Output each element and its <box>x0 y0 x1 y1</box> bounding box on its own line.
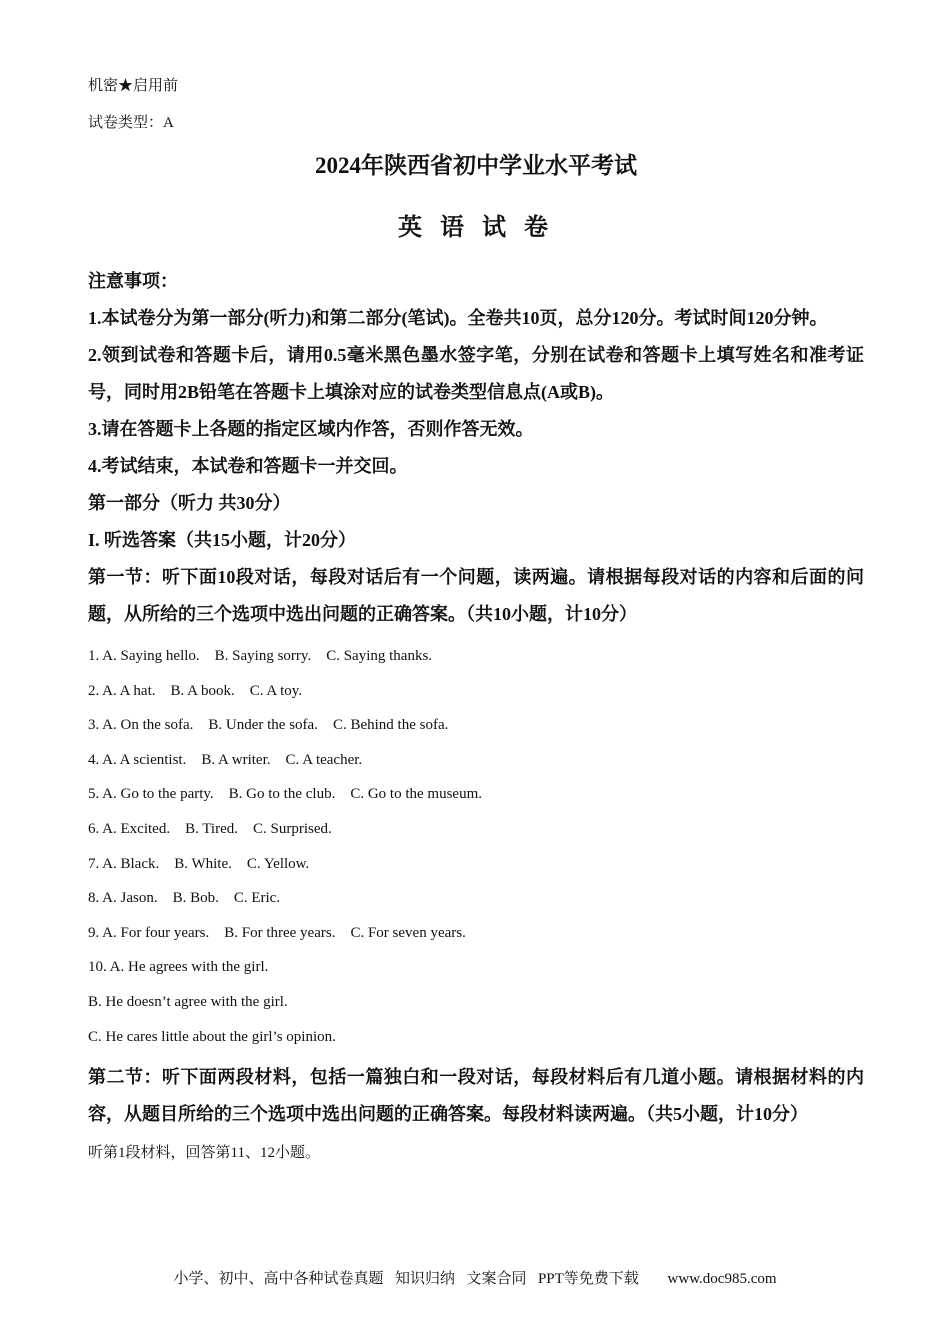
exam-subtitle: 英 语 试 卷 <box>398 215 554 241</box>
material1-prompt: 听第1段材料，回答第11、12小题。 <box>88 1144 320 1161</box>
exam-page <box>88 76 864 1163</box>
part1-heading: 第一部分（听力 共30分） <box>88 493 291 513</box>
question-line: 8. A. Jason. B. Bob. C. Eric. <box>88 890 281 907</box>
question-line: 10. A. He agrees with the girl. <box>88 959 269 976</box>
section-heading: I. 听选答案（共15小题，计20分） <box>88 530 357 550</box>
confidential-label: 机密★启用前 <box>88 78 179 94</box>
question-line: 7. A. Black. B. White. C. Yellow. <box>88 855 310 872</box>
question-line: 3. A. On the sofa. B. Under the sofa. C. Behind the sofa. <box>88 717 449 734</box>
question-line: 5. A. Go to the party. B. Go to the club. C. Go to the museum. <box>88 786 482 803</box>
question-line: 1. A. Saying hello. B. Saying sorry. C. Saying thanks. <box>88 648 433 664</box>
page-footer: 小学、初中、高中各种试卷真题 知识归纳 文案合同 PPT等免费下载 www.doc985.com <box>173 1271 777 1287</box>
question-line: B. He doesn’t agree with the girl. <box>88 993 288 1010</box>
paper-type-label: 试卷类型：A <box>88 115 174 131</box>
note-item: 1.本试卷分为第一部分(听力)和第二部分(笔试)。全卷共10页，总分120分。考试时间120分钟。 <box>88 308 828 328</box>
exam-title: 2024年陕西省初中学业水平考试 <box>315 153 637 178</box>
question-line: 2. A. A hat. B. A book. C. A toy. <box>88 682 303 699</box>
section2-instructions: 第二节：听下面两段材料，包括一篇独白和一段对话，每段材料后有几道小题。请根据材料的内容，从题目所给的三个选项中选出问题的正确答案。每段材料读两遍。（共5小题，计10分） <box>88 1066 864 1124</box>
note-item: 2.领到试卷和答题卡后，请用0.5毫米黑色墨水签字笔，分别在试卷和答题卡上填写姓名和准考证号，同时用2B铅笔在答题卡上填涂对应的试卷类型信息点(A或B)。 <box>88 345 864 402</box>
section1-instructions: 第一节：听下面10段对话，每段对话后有一个问题，读两遍。请根据每段对话的内容和后面的问题，从所给的三个选项中选出问题的正确答案。（共10小题，计10分） <box>88 567 864 624</box>
note-item: 4.考试结束，本试卷和答题卡一并交回。 <box>88 456 408 476</box>
question-line: 4. A. A scientist. B. A writer. C. A teacher. <box>88 751 363 768</box>
question-line: 6. A. Excited. B. Tired. C. Surprised. <box>88 820 332 837</box>
notes-heading: 注意事项： <box>88 271 178 291</box>
note-item: 3.请在答题卡上各题的指定区域内作答，否则作答无效。 <box>88 419 534 439</box>
question-line: C. He cares little about the girl’s opinion. <box>88 1028 336 1045</box>
question-line: 9. A. For four years. B. For three years. C. For seven years. <box>88 924 466 941</box>
